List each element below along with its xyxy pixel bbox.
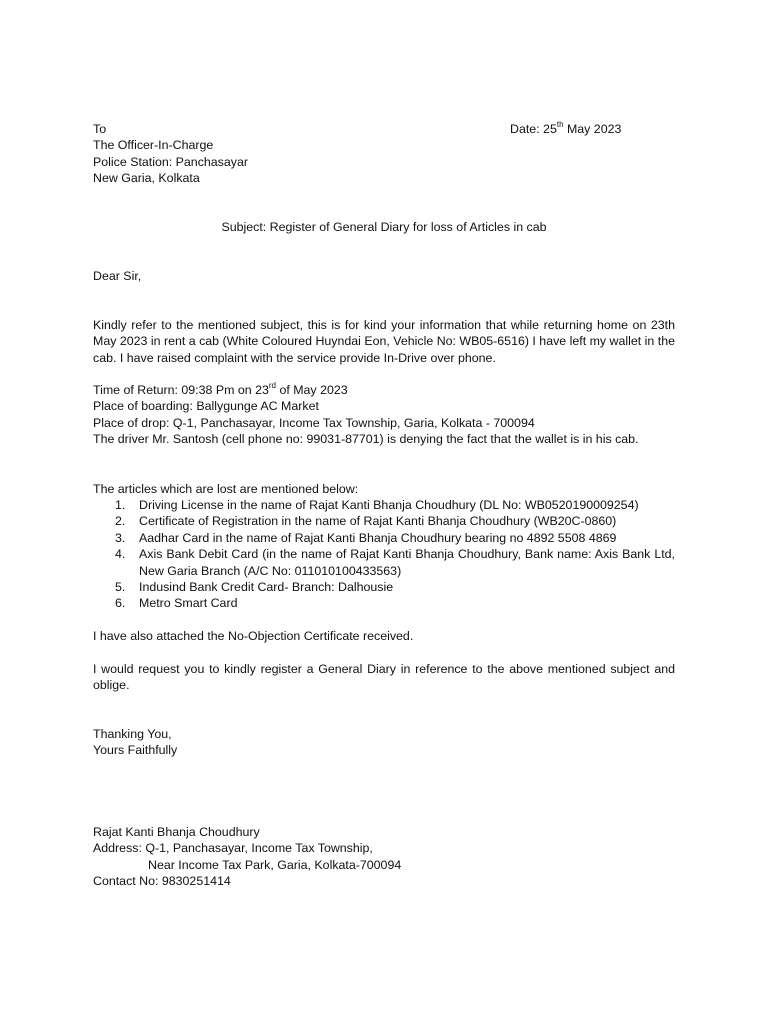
recipient-block bbox=[93, 121, 248, 187]
recipient-line-1: The Officer-In-Charge bbox=[93, 138, 214, 153]
list-item: 2. Certificate of Registration in the name of Rajat Kanti Bhanja Choudhury (WB20C-0860) bbox=[115, 514, 617, 529]
salutation: Dear Sir, bbox=[93, 269, 142, 283]
list-item: 5. Indusind Bank Credit Card- Branch: Dalhousie bbox=[115, 580, 394, 595]
closing-thanks: Thanking You, bbox=[93, 727, 172, 741]
attachment-note: I have also attached the No-Objection Certificate received. bbox=[93, 629, 414, 643]
contact-number: Contact No: 9830251414 bbox=[93, 874, 231, 889]
intro-paragraph: Kindly refer to the mentioned subject, this is for kind your information that while returning home on 23th May 2023 in rent a cab (White Coloured Huyndai Eon, Vehicle No: WB05-6516) I have left my wallet in the cab. I have raised complaint with the service provide In-Drive over phone. bbox=[93, 318, 675, 365]
address-line-2: Near Income Tax Park, Garia, Kolkata-700094 bbox=[148, 857, 402, 872]
list-item: 1. Driving License in the name of Rajat Kanti Bhanja Choudhury (DL No: WB0520190009254) bbox=[115, 498, 639, 512]
subject-line: Subject: Register of General Diary for loss of Articles in cab bbox=[221, 220, 547, 234]
list-item: 6. Metro Smart Card bbox=[115, 596, 238, 611]
closing-block bbox=[93, 726, 177, 759]
request-paragraph: I would request you to kindly register a General Diary in reference to the above mentioned subject and oblige. bbox=[93, 662, 675, 693]
recipient-line-3: New Garia, Kolkata bbox=[93, 171, 200, 186]
driver-statement: The driver Mr. Santosh (cell phone no: 99031-87701) is denying the fact that the wallet is in his cab. bbox=[93, 432, 639, 447]
place-of-boarding: Place of boarding: Ballygunge AC Market bbox=[93, 399, 319, 414]
address-line-1: Address: Q-1, Panchasayar, Income Tax Township, bbox=[93, 841, 373, 856]
articles-list bbox=[93, 497, 675, 612]
list-item: 4. Axis Bank Debit Card (in the name of Rajat Kanti Bhanja Choudhury, Bank name: Axis Bank Ltd, New Garia Branch (A/C No: 011010100433563) bbox=[115, 547, 675, 578]
closing-faithfully: Yours Faithfully bbox=[93, 743, 178, 758]
to-label: To bbox=[93, 122, 107, 136]
letter-date: Date: 25th May 2023 bbox=[510, 119, 622, 136]
time-of-return: Time of Return: 09:38 Pm on 23rd of May 2023 bbox=[93, 380, 348, 397]
place-of-drop: Place of drop: Q-1, Panchasayar, Income Tax Township, Garia, Kolkata - 700094 bbox=[93, 415, 535, 430]
list-item: 3. Aadhar Card in the name of Rajat Kanti Bhanja Choudhury bearing no 4892 5508 4869 bbox=[115, 530, 617, 545]
recipient-line-2: Police Station: Panchasayar bbox=[93, 154, 248, 169]
details-block bbox=[93, 382, 675, 448]
articles-intro: The articles which are lost are mentioned below: bbox=[93, 482, 359, 496]
signatory-name: Rajat Kanti Bhanja Choudhury bbox=[93, 825, 260, 839]
signature-block bbox=[93, 824, 401, 890]
